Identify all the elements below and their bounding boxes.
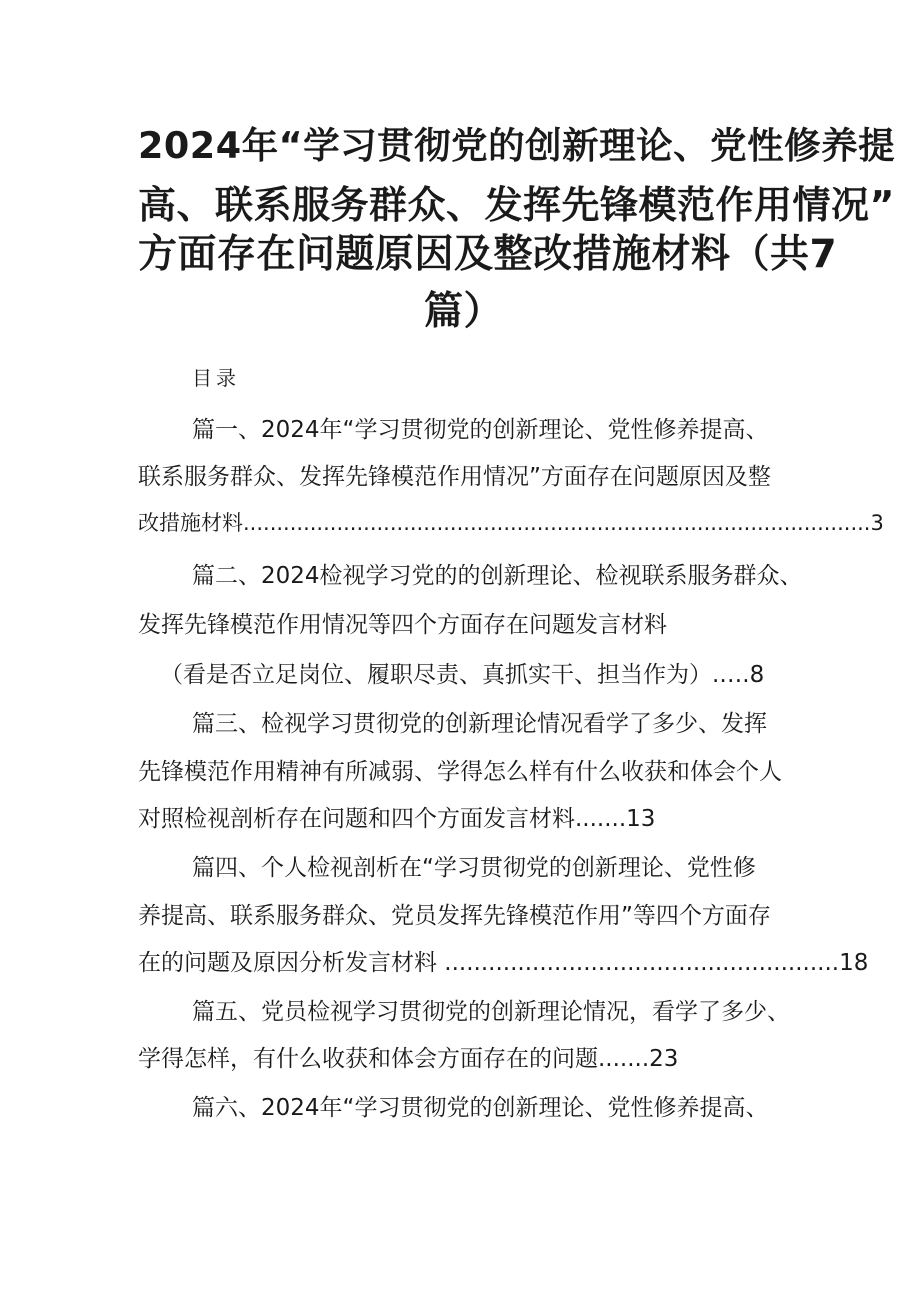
toc-entry-1-line-2: 联系服务群众、发挥先锋模范作用情况”方面存在问题原因及整	[138, 464, 771, 490]
toc-entry-2-line-2: 发挥先锋模范作用情况等四个方面存在问题发言材料	[138, 612, 667, 638]
toc-entry-2-line-1: 篇二、2024检视学习党的的创新理论、检视联系服务群众、	[192, 563, 803, 589]
toc-entry-6-line-1: 篇六、2024年“学习贯彻党的创新理论、党性修养提高、	[192, 1095, 769, 1121]
toc-entry-3-line-1: 篇三、检视学习贯彻党的创新理论情况看学了多少、发挥	[192, 711, 767, 737]
toc-heading: 目录	[192, 366, 240, 390]
toc-entry-3-line-3: 对照检视剖析存在问题和四个方面发言材料.......13	[138, 806, 656, 832]
document-title-line-2: 高、联系服务群众、发挥先锋模范作用情况”	[138, 183, 895, 227]
toc-entry-1-line-3: 改措施材料..............................................................................................3	[138, 511, 884, 535]
toc-entry-4-line-1: 篇四、个人检视剖析在“学习贯彻党的创新理论、党性修	[192, 855, 756, 881]
toc-entry-4-line-2: 养提高、联系服务群众、党员发挥先锋模范作用”等四个方面存	[138, 903, 771, 929]
toc-entry-5-line-1: 篇五、党员检视学习贯彻党的创新理论情况，看学了多少、	[192, 999, 790, 1025]
document-title-line-3: 方面存在问题原因及整改措施材料（共7	[138, 232, 838, 277]
toc-entry-5-line-2: 学得怎样，有什么收获和体会方面存在的问题.......23	[138, 1046, 679, 1072]
toc-entry-2-line-3: （看是否立足岗位、履职尽责、真抓实干、担当作为）.….8	[160, 662, 765, 688]
toc-entry-4-line-3: 在的问题及原因分析发言材料 ......................................................18	[138, 950, 869, 976]
toc-entry-1-line-1: 篇一、2024年“学习贯彻党的创新理论、党性修养提高、	[192, 417, 769, 443]
toc-entry-3-line-2: 先锋模范作用精神有所减弱、学得怎么样有什么收获和体会个人	[138, 759, 782, 785]
document-title-line-4: 篇）	[424, 289, 504, 334]
document-title-line-1: 2024年“学习贯彻党的创新理论、党性修养提	[138, 124, 896, 167]
